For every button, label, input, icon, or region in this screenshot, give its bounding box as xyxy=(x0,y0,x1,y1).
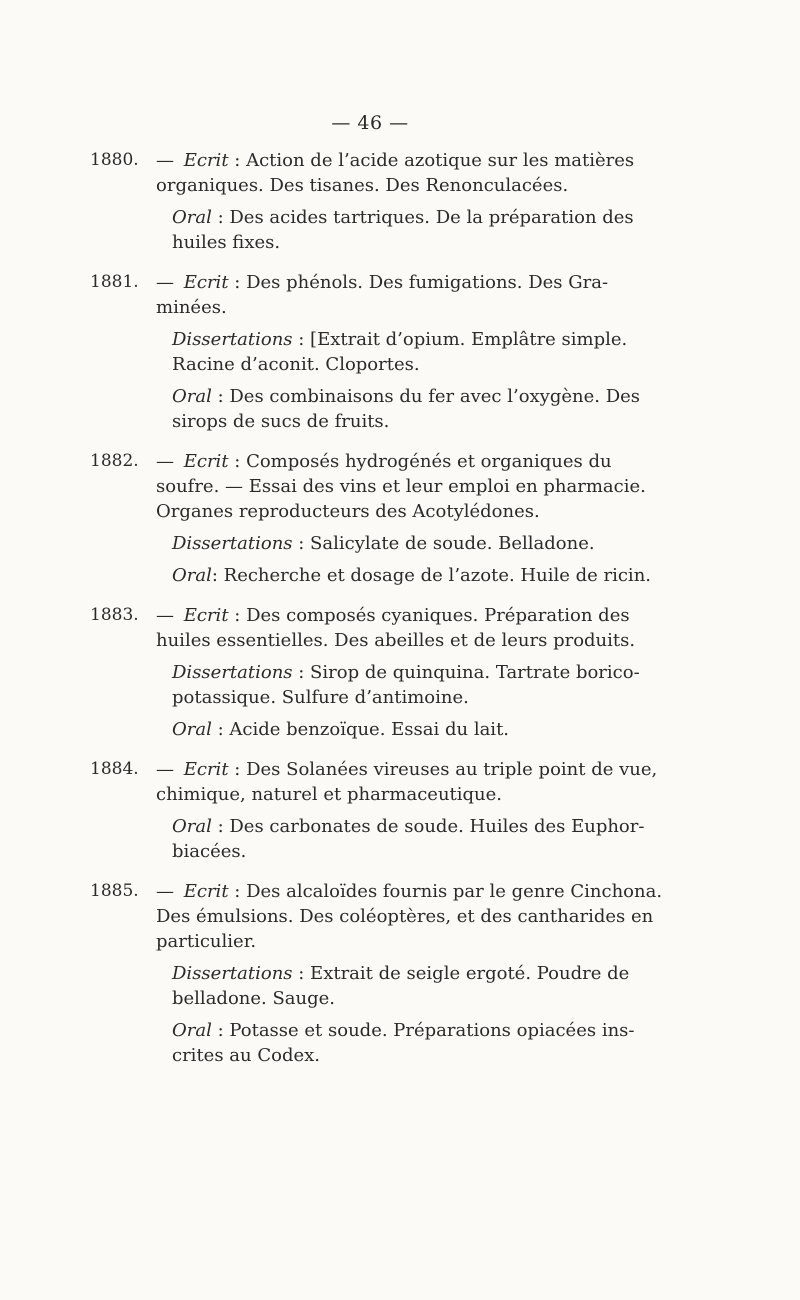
text-content: soufre. — Essai des vins et leur emploi en pharmacie. xyxy=(156,476,646,497)
exam-type-label: Oral xyxy=(172,816,212,837)
exam-item xyxy=(90,961,672,1011)
text-line xyxy=(156,1018,672,1043)
text-content: organiques. Des tisanes. Des Renonculacées. xyxy=(156,175,569,196)
exam-type-label: Ecrit xyxy=(183,759,229,780)
text-content: : Des phénols. Des fumigations. Des Gra- xyxy=(228,272,609,293)
text-line xyxy=(156,270,672,295)
exam-type-label: Ecrit xyxy=(183,881,229,902)
exam-type-label: Dissertations xyxy=(172,533,293,554)
exam-type-label: Oral xyxy=(172,386,212,407)
text-content: Des émulsions. Des coléoptères, et des cantharides en xyxy=(156,906,654,927)
text-content: : Acide benzoïque. Essai du lait. xyxy=(211,719,510,740)
text-line xyxy=(156,563,672,588)
text-content: particulier. xyxy=(156,931,257,952)
text-content: crites au Codex. xyxy=(172,1045,320,1066)
text-line xyxy=(156,628,672,653)
text-line xyxy=(156,295,672,320)
text-line xyxy=(156,782,672,807)
text-line xyxy=(156,173,672,198)
text-content: sirops de sucs de fruits. xyxy=(172,411,390,432)
exam-type-label: Ecrit xyxy=(183,451,229,472)
text-line xyxy=(156,327,672,352)
exam-year: 1885. xyxy=(90,881,139,901)
text-line xyxy=(156,685,672,710)
text-content: : Des combinaisons du fer avec l’oxygène. Des xyxy=(211,386,641,407)
exam-item xyxy=(90,205,672,255)
text-line xyxy=(156,603,672,628)
dash: — xyxy=(156,150,180,171)
text-line xyxy=(156,384,672,409)
exam-year: 1882. xyxy=(90,451,139,471)
dash: — xyxy=(156,759,180,780)
text-content: potassique. Sulfure d’antimoine. xyxy=(172,687,469,708)
text-content: : Action de l’acide azotique sur les matières xyxy=(228,150,635,171)
text-content: : Des alcaloïdes fournis par le genre Cinchona. xyxy=(228,881,663,902)
dash: — xyxy=(156,451,180,472)
text-content: : Salicylate de soude. Belladone. xyxy=(292,533,595,554)
dash: — xyxy=(156,605,180,626)
exam-item xyxy=(90,563,672,588)
exam-type-label: Oral xyxy=(172,207,212,228)
text-line xyxy=(156,929,672,954)
text-content: : [Extrait d’opium. Emplâtre simple. xyxy=(292,329,628,350)
dash: — xyxy=(156,881,180,902)
exam-year: 1884. xyxy=(90,759,139,779)
text-line xyxy=(156,757,672,782)
text-line xyxy=(156,660,672,685)
dash: — xyxy=(156,272,180,293)
exam-item xyxy=(90,814,672,864)
text-content: : Sirop de quinquina. Tartrate borico- xyxy=(292,662,640,683)
text-content: : Extrait de seigle ergoté. Poudre de xyxy=(292,963,630,984)
text-line xyxy=(156,961,672,986)
text-line xyxy=(156,717,672,742)
text-content: huiles essentielles. Des abeilles et de leurs produits. xyxy=(156,630,636,651)
exam-year-entry xyxy=(90,449,672,588)
text-content: : Recherche et dosage de l’azote. Huile de ricin. xyxy=(211,565,652,586)
text-line xyxy=(156,814,672,839)
exam-year: 1880. xyxy=(90,150,139,170)
text-content: : Composés hydrogénés et organiques du xyxy=(228,451,612,472)
text-content: : Des Solanées vireuses au triple point de vue, xyxy=(228,759,658,780)
text-line xyxy=(156,352,672,377)
text-line xyxy=(156,474,672,499)
text-content: belladone. Sauge. xyxy=(172,988,336,1009)
page-number: — 46 — xyxy=(331,112,409,134)
text-line xyxy=(156,230,672,255)
exam-item xyxy=(90,270,672,320)
exam-year: 1881. xyxy=(90,272,139,292)
text-content: chimique, naturel et pharmaceutique. xyxy=(156,784,503,805)
exam-type-label: Ecrit xyxy=(183,272,229,293)
text-content: : Potasse et soude. Préparations opiacées ins- xyxy=(211,1020,635,1041)
text-line xyxy=(156,409,672,434)
text-line xyxy=(156,839,672,864)
exam-item xyxy=(90,327,672,377)
exam-item xyxy=(90,717,672,742)
exam-type-label: Oral xyxy=(172,719,212,740)
exam-item xyxy=(90,1018,672,1068)
exam-type-label: Dissertations xyxy=(172,329,293,350)
text-content: huiles fixes. xyxy=(172,232,281,253)
exam-year-entry xyxy=(90,270,672,434)
exam-year-entry xyxy=(90,757,672,864)
exam-item xyxy=(90,879,672,954)
text-line xyxy=(156,148,672,173)
exam-item xyxy=(90,603,672,653)
exam-type-label: Oral xyxy=(172,565,212,586)
text-content: : Des carbonates de soude. Huiles des Euphor- xyxy=(211,816,645,837)
exam-item xyxy=(90,148,672,198)
text-content: : Des composés cyaniques. Préparation des xyxy=(228,605,630,626)
text-line xyxy=(156,499,672,524)
text-line xyxy=(156,449,672,474)
exam-type-label: Ecrit xyxy=(183,605,229,626)
exam-item xyxy=(90,384,672,434)
text-content: Racine d’aconit. Cloportes. xyxy=(172,354,420,375)
exam-type-label: Oral xyxy=(172,1020,212,1041)
exam-type-label: Dissertations xyxy=(172,662,293,683)
exam-year-entry xyxy=(90,879,672,1068)
text-line xyxy=(156,904,672,929)
text-content: : Des acides tartriques. De la préparation des xyxy=(211,207,634,228)
text-line xyxy=(156,879,672,904)
text-content: biacées. xyxy=(172,841,247,862)
text-content: Organes reproducteurs des Acotylédones. xyxy=(156,501,540,522)
text-line xyxy=(156,205,672,230)
text-line xyxy=(156,986,672,1011)
exam-item xyxy=(90,449,672,524)
exam-year-entry xyxy=(90,148,672,255)
text-line xyxy=(156,531,672,556)
exam-item xyxy=(90,531,672,556)
exam-item xyxy=(90,757,672,807)
exam-year-entry xyxy=(90,603,672,742)
exam-entries-list xyxy=(90,148,672,1068)
exam-type-label: Dissertations xyxy=(172,963,293,984)
exam-year: 1883. xyxy=(90,605,139,625)
text-line xyxy=(156,1043,672,1068)
exam-item xyxy=(90,660,672,710)
text-content: minées. xyxy=(156,297,227,318)
exam-type-label: Ecrit xyxy=(183,150,229,171)
